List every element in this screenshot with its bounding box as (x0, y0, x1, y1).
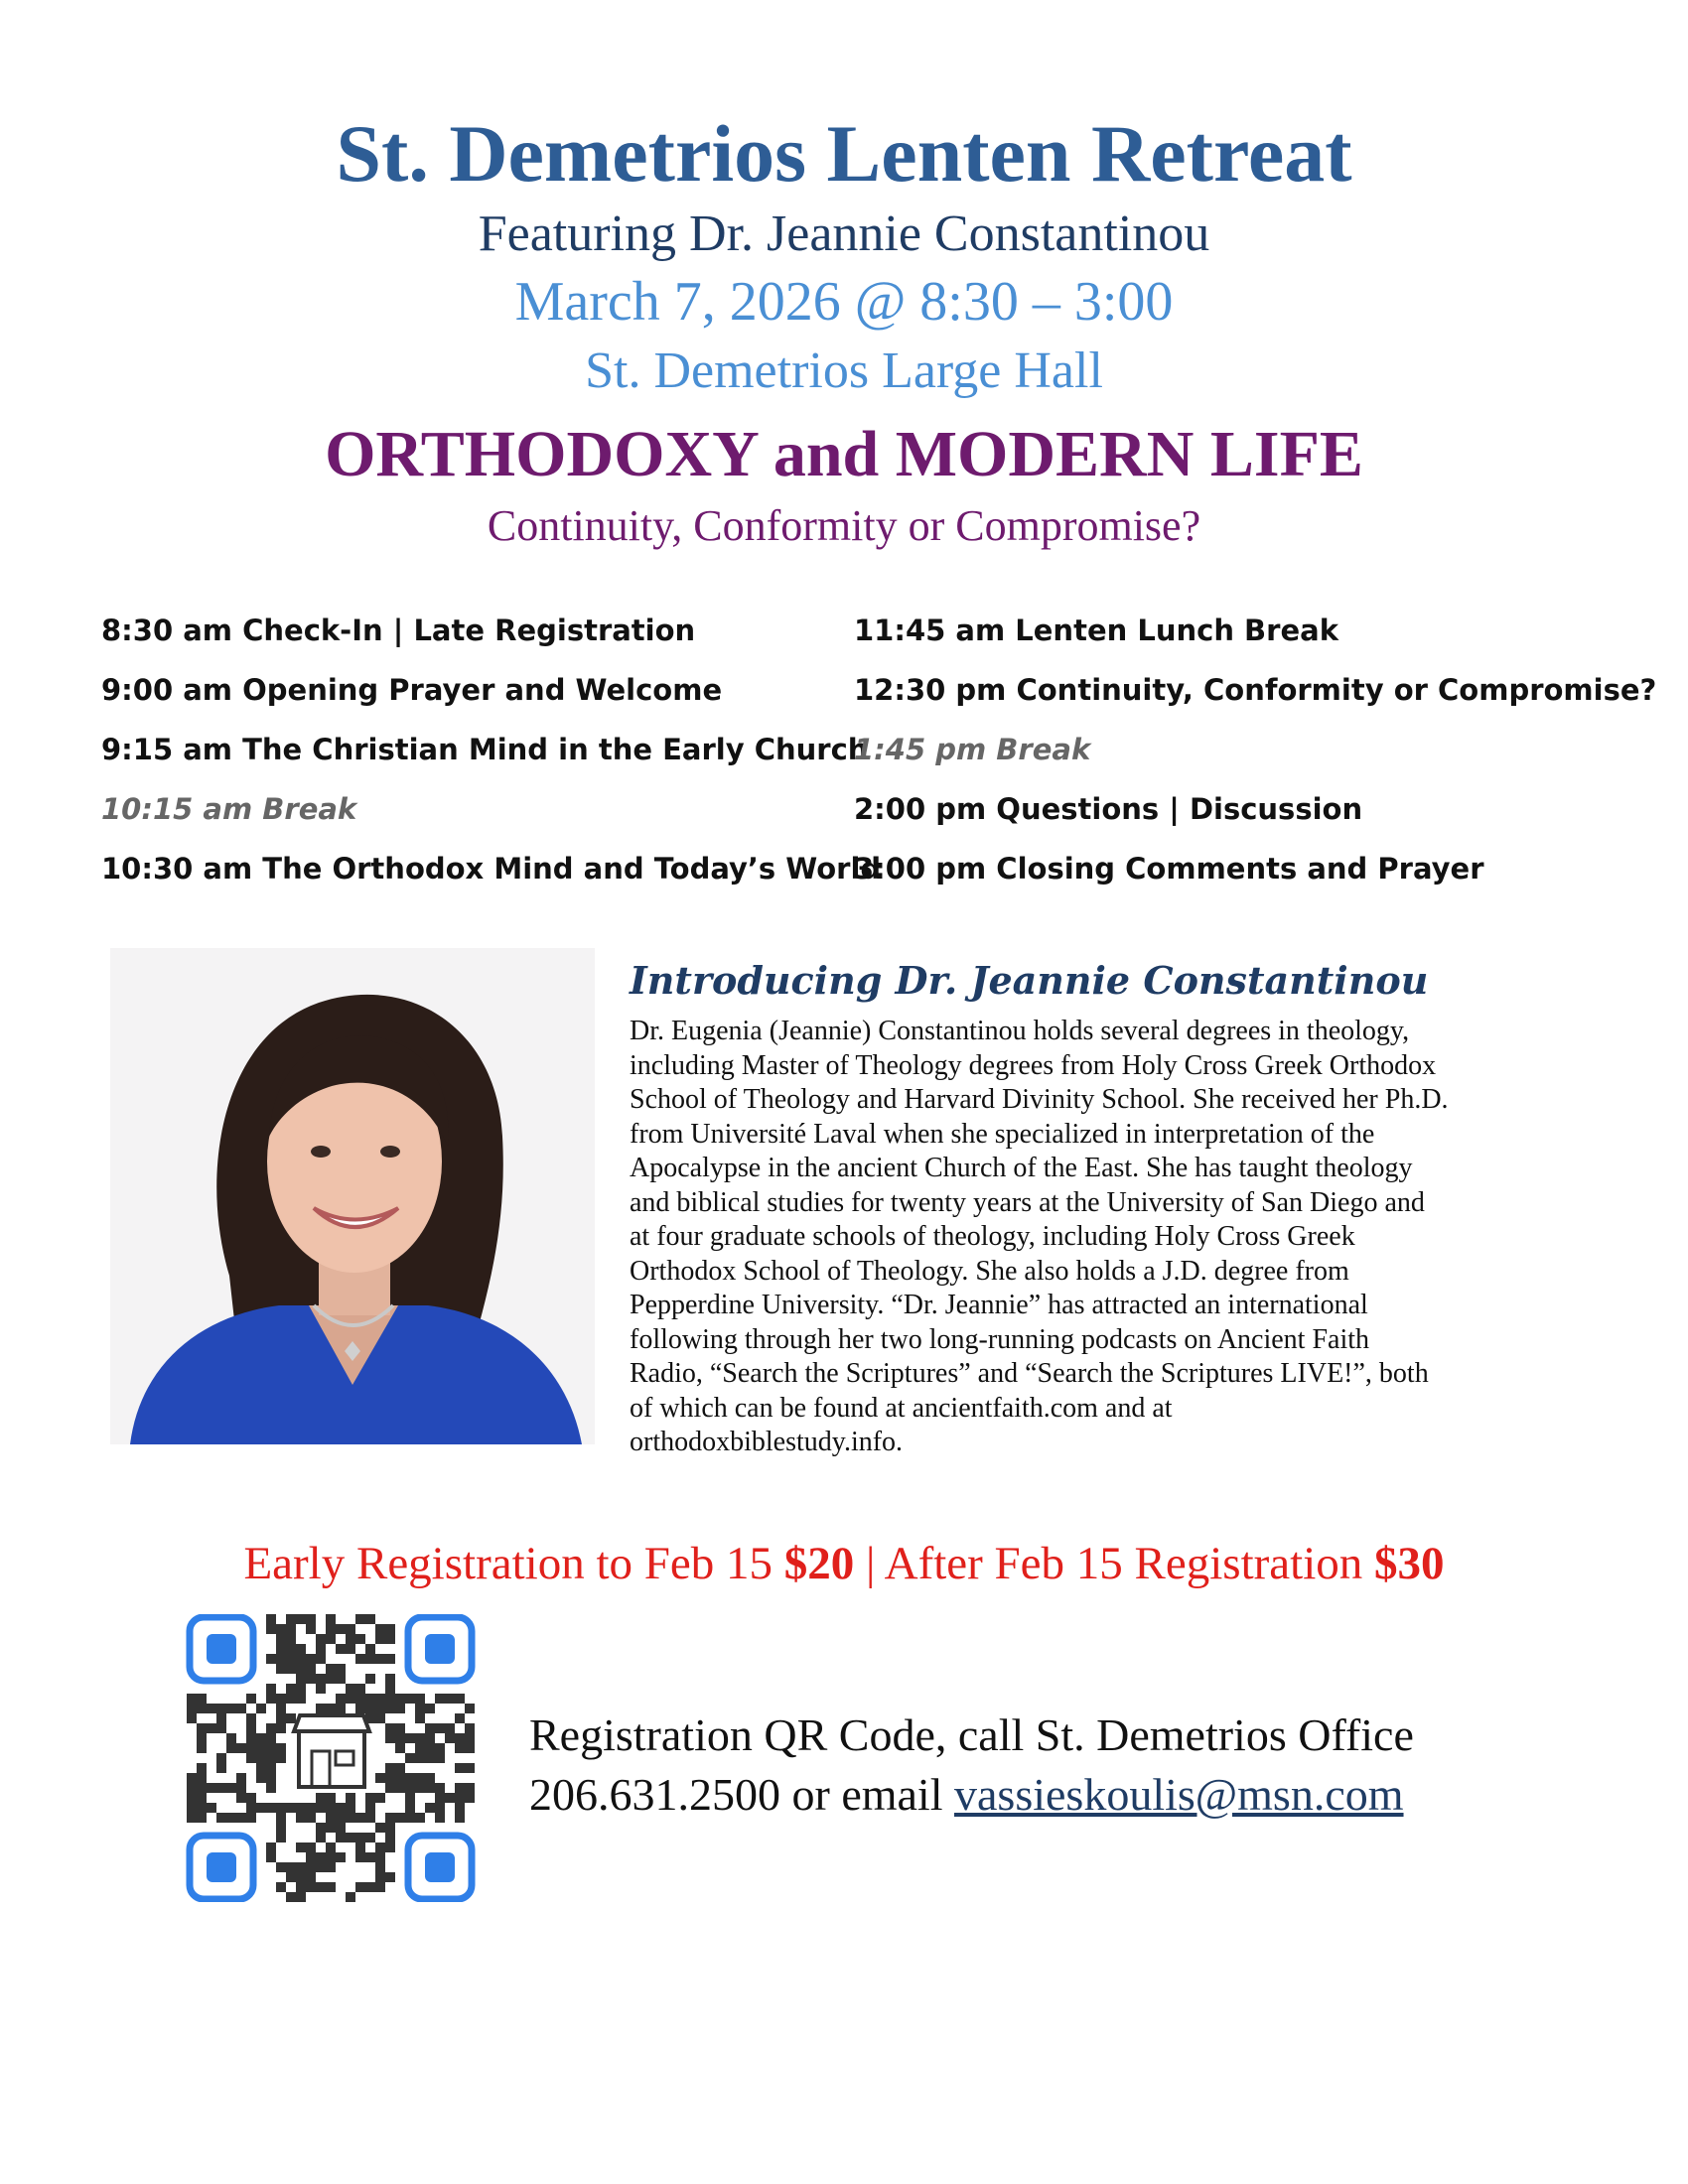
qr-finder-pattern (408, 1836, 472, 1899)
featuring-line: Featuring Dr. Jeannie Constantinou (478, 205, 1210, 262)
schedule-item: 12:30 pm Continuity, Conformity or Compromise? (854, 673, 1657, 707)
bio-line: Radio, “Search the Scriptures” and “Search the Scriptures LIVE!”, both (630, 1358, 1429, 1389)
bio-line: Pepperdine University. “Dr. Jeannie” has attracted an international (630, 1290, 1368, 1320)
speaker-photo (110, 948, 595, 1444)
bio-line: orthodoxbiblestudy.info. (630, 1427, 904, 1457)
registration-qr-code[interactable] (175, 1614, 487, 1902)
bio-line: School of Theology and Harvard Divinity School. She received her Ph.D. (630, 1084, 1449, 1115)
schedule-item: 2:00 pm Questions | Discussion (854, 792, 1363, 826)
intro-heading: Introducing Dr. Jeannie Constantinou (630, 958, 1429, 1003)
phone-text: 206.631.2500 or email (529, 1769, 943, 1820)
bio-line: and biblical studies for twenty years at the University of San Diego and (630, 1186, 1425, 1218)
storefront-icon (294, 1715, 369, 1787)
late-registration-label: After Feb 15 Registration (884, 1538, 1363, 1589)
bio-line: of which can be found at ancientfaith.com and at (630, 1392, 1173, 1424)
bio-line: Apocalypse in the ancient Church of the East. She has taught theology (630, 1153, 1413, 1183)
qr-finder-pattern (190, 1617, 253, 1681)
bio-line: Orthodox School of Theology. She also holds a J.D. degree from (630, 1255, 1349, 1287)
schedule-item: 10:30 am The Orthodox Mind and Today’s World (101, 852, 882, 886)
pricing-line (0, 1537, 1688, 1590)
schedule-item: 3:00 pm Closing Comments and Prayer (854, 852, 1484, 886)
bio-line: Dr. Eugenia (Jeannie) Constantinou holds several degrees in theology, (630, 1016, 1410, 1046)
late-registration-price: $30 (1374, 1538, 1445, 1589)
bio-line: from Université Laval when she specialized in interpretation of the (630, 1118, 1375, 1150)
registration-info (529, 1706, 1414, 1825)
event-date-time: March 7, 2026 @ 8:30 – 3:00 (514, 271, 1174, 333)
bio-line: including Master of Theology degrees from Holy Cross Greek Orthodox (630, 1049, 1437, 1081)
event-theme: ORTHODOXY and MODERN LIFE (325, 418, 1363, 490)
registration-line-2 (529, 1765, 1414, 1825)
qr-finder-pattern (190, 1836, 253, 1899)
registration-line-1: Registration QR Code, call St. Demetrios Office (529, 1709, 1414, 1760)
schedule-item: 9:00 am Opening Prayer and Welcome (101, 673, 723, 707)
early-registration-label: Early Registration to Feb 15 (243, 1538, 774, 1589)
schedule-item: 11:45 am Lenten Lunch Break (854, 614, 1338, 647)
qr-finder-pattern (408, 1617, 472, 1681)
event-venue: St. Demetrios Large Hall (585, 342, 1103, 399)
event-title: St. Demetrios Lenten Retreat (336, 108, 1352, 199)
bio-line: following through her two long-running podcasts on Ancient Faith (630, 1323, 1370, 1355)
schedule-item: 8:30 am Check-In | Late Registration (101, 614, 696, 647)
schedule-break-item: 1:45 pm Break (854, 733, 1091, 766)
schedule-item: 9:15 am The Christian Mind in the Early Church (101, 733, 869, 766)
schedule-break-item: 10:15 am Break (101, 792, 357, 826)
bio-line: at four graduate schools of theology, including Holy Cross Greek (630, 1221, 1355, 1252)
early-registration-price: $20 (783, 1538, 855, 1589)
email-link[interactable]: vassieskoulis@msn.com (954, 1769, 1404, 1820)
event-subtheme: Continuity, Conformity or Compromise? (487, 501, 1201, 550)
pricing-separator: | (866, 1538, 876, 1589)
speaker-bio (630, 1015, 1613, 1460)
